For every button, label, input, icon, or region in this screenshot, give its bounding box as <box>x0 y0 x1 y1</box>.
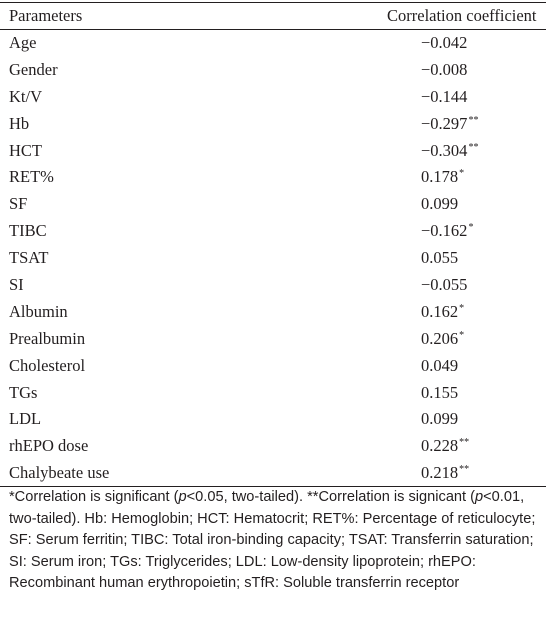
correlation-value: −0.297 <box>421 113 468 133</box>
table-row <box>0 137 546 164</box>
correlation-value: 0.206 <box>421 328 459 348</box>
param-cell: Kt/V <box>9 86 42 106</box>
correlation-cell <box>379 245 546 272</box>
param-cell: TIBC <box>9 221 47 241</box>
correlation-cell <box>379 191 546 218</box>
correlation-value: 0.155 <box>421 382 459 402</box>
correlation-cell <box>379 137 546 164</box>
correlation-cell <box>379 460 546 487</box>
significance-mark: * <box>459 329 465 341</box>
correlation-value: −0.008 <box>421 59 468 79</box>
table-row <box>0 272 546 299</box>
param-cell: Cholesterol <box>9 355 86 375</box>
table-row <box>0 30 546 57</box>
param-cell: SF <box>9 194 28 214</box>
table-row <box>0 83 546 110</box>
correlation-value: −0.162 <box>421 221 468 241</box>
significance-mark: * <box>468 222 474 234</box>
correlation-cell <box>379 298 546 325</box>
param-cell: SI <box>9 274 24 294</box>
correlation-value: 0.228 <box>421 436 459 456</box>
param-cell: RET% <box>9 167 54 187</box>
correlation-cell <box>379 218 546 245</box>
footnote-text-1: *Correlation is significant ( <box>9 489 179 505</box>
table-row <box>0 164 546 191</box>
significance-mark: ** <box>459 463 470 475</box>
correlation-cell <box>379 325 546 352</box>
table-row <box>0 245 546 272</box>
header-parameters: Parameters <box>0 3 379 30</box>
table-row <box>0 460 546 487</box>
correlation-cell <box>379 379 546 406</box>
table-footnote <box>9 487 539 595</box>
correlation-cell <box>379 352 546 379</box>
significance-mark: ** <box>468 141 479 153</box>
correlation-cell <box>379 433 546 460</box>
table-row <box>0 433 546 460</box>
table-row <box>0 352 546 379</box>
correlation-value: 0.055 <box>421 248 459 268</box>
param-cell: HCT <box>9 140 42 160</box>
correlation-cell <box>379 30 546 57</box>
correlation-cell <box>379 56 546 83</box>
table-row <box>0 325 546 352</box>
header-correlation-coefficient: Correlation coefficient <box>379 3 546 30</box>
table-row <box>0 191 546 218</box>
table-row <box>0 298 546 325</box>
table-row <box>0 379 546 406</box>
correlation-table <box>0 2 546 487</box>
significance-mark: ** <box>468 114 479 126</box>
correlation-value: 0.099 <box>421 194 459 214</box>
correlation-value: 0.049 <box>421 355 459 375</box>
param-cell: Chalybeate use <box>0 460 379 487</box>
param-cell: Albumin <box>9 301 68 321</box>
param-cell: Age <box>9 33 37 53</box>
table-row <box>0 56 546 83</box>
param-cell: Prealbumin <box>9 328 86 348</box>
correlation-value: −0.055 <box>421 274 468 294</box>
correlation-cell <box>379 110 546 137</box>
significance-mark: ** <box>459 437 470 449</box>
correlation-value: 0.162 <box>421 301 459 321</box>
param-cell: TSAT <box>9 248 49 268</box>
footnote-text-2: <0.05, two-tailed). **Correlation is signicant ( <box>186 489 476 505</box>
correlation-value: −0.042 <box>421 33 468 53</box>
correlation-cell <box>379 272 546 299</box>
correlation-cell <box>379 164 546 191</box>
footnote-text-3: <0.01, two-tailed). Hb: Hemoglobin; HCT: Hematocrit; RET%: Percentage of reticulocyte; SF: Serum ferritin; TIBC: Total iron-binding capacity; TSAT: Transferrin saturation; SI: Serum iron; TGs: Triglycerides; LDL: Low-density lipoprotein; rhEPO: Recombinant human erythropoietin; sTfR: Soluble transferrin receptor <box>9 489 540 592</box>
correlation-cell <box>379 83 546 110</box>
correlation-value: −0.304 <box>421 140 468 160</box>
correlation-value: 0.178 <box>421 167 459 187</box>
correlation-value: −0.144 <box>421 86 468 106</box>
param-cell: Gender <box>9 59 58 79</box>
table-row <box>0 406 546 433</box>
correlation-value: 0.099 <box>421 409 459 429</box>
significance-mark: * <box>459 168 465 180</box>
param-cell: Hb <box>9 113 30 133</box>
param-cell: TGs <box>9 382 38 402</box>
significance-mark: * <box>459 302 465 314</box>
correlation-table-container <box>0 2 546 487</box>
footnote-p-symbol-1: p <box>178 489 187 505</box>
table-row <box>0 218 546 245</box>
param-cell: rhEPO dose <box>9 436 89 456</box>
correlation-cell <box>379 406 546 433</box>
param-cell: LDL <box>9 409 42 429</box>
table-row <box>0 110 546 137</box>
correlation-value: 0.218 <box>421 462 459 482</box>
footnote-p-symbol-2: p <box>475 489 484 505</box>
table-header-row <box>0 3 546 30</box>
